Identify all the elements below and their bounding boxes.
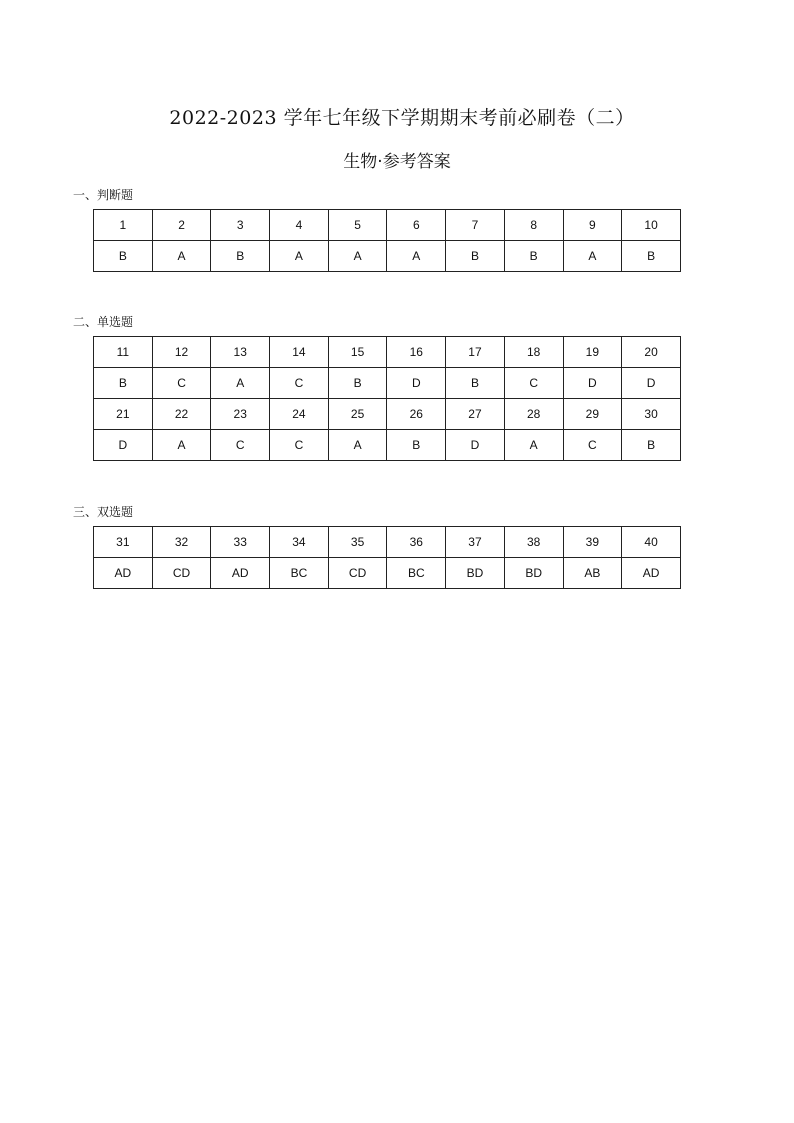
answer-cell: BC [387,558,446,589]
answer-row [94,368,681,399]
question-number-cell: 19 [563,337,622,368]
question-number-cell: 2 [152,210,211,241]
answer-cell: A [387,241,446,272]
question-number-cell: 3 [211,210,270,241]
question-number-cell: 10 [622,210,681,241]
question-number-cell: 36 [387,527,446,558]
answer-cell: A [328,430,387,461]
question-number-cell: 20 [622,337,681,368]
answer-cell: C [504,368,563,399]
question-number-cell: 28 [504,399,563,430]
answer-cell: D [563,368,622,399]
question-number-cell: 34 [270,527,329,558]
answer-cell: B [211,241,270,272]
question-number-cell: 12 [152,337,211,368]
question-number-cell: 21 [94,399,153,430]
answer-cell: B [387,430,446,461]
answer-cell: BC [270,558,329,589]
question-number-cell: 39 [563,527,622,558]
question-number-cell: 1 [94,210,153,241]
question-number-cell: 25 [328,399,387,430]
answer-cell: B [94,368,153,399]
section-label-single-choice: 二、单选题 [73,315,134,329]
question-number-cell: 22 [152,399,211,430]
answer-cell: AD [211,558,270,589]
answer-cell: A [152,241,211,272]
answer-cell: B [328,368,387,399]
question-number-cell: 14 [270,337,329,368]
answer-table-double-choice [93,526,681,589]
question-number-cell: 9 [563,210,622,241]
answer-cell: AD [94,558,153,589]
question-number-cell: 37 [446,527,505,558]
page-subtitle: 生物·参考答案 [343,152,451,172]
page-title: 2022-2023 学年七年级下学期期末考前必刷卷（二） [169,107,635,129]
answer-cell: A [211,368,270,399]
question-number-cell: 35 [328,527,387,558]
answer-cell: C [270,430,329,461]
answer-table-single-choice [93,336,681,461]
question-number-cell: 27 [446,399,505,430]
answer-cell: B [446,368,505,399]
answer-cell: AD [622,558,681,589]
answer-cell: A [152,430,211,461]
answer-cell: D [622,368,681,399]
question-number-cell: 4 [270,210,329,241]
question-number-cell: 18 [504,337,563,368]
answer-table-judgement [93,209,681,272]
answer-cell: CD [152,558,211,589]
answer-cell: B [622,241,681,272]
answer-cell: A [563,241,622,272]
question-number-cell: 16 [387,337,446,368]
answer-cell: A [270,241,329,272]
answer-cell: B [94,241,153,272]
question-number-cell: 26 [387,399,446,430]
question-number-cell: 13 [211,337,270,368]
answer-cell: C [152,368,211,399]
question-number-row [94,527,681,558]
question-number-cell: 32 [152,527,211,558]
question-number-cell: 11 [94,337,153,368]
answer-cell: C [211,430,270,461]
answer-cell: BD [446,558,505,589]
question-number-cell: 15 [328,337,387,368]
question-number-cell: 33 [211,527,270,558]
question-number-cell: 30 [622,399,681,430]
answer-cell: C [563,430,622,461]
answer-row [94,430,681,461]
question-number-row [94,337,681,368]
answer-cell: B [504,241,563,272]
question-number-cell: 5 [328,210,387,241]
question-number-cell: 24 [270,399,329,430]
question-number-row [94,399,681,430]
question-number-cell: 29 [563,399,622,430]
question-number-cell: 17 [446,337,505,368]
section-label-double-choice: 三、双选题 [73,505,134,519]
answer-cell: B [622,430,681,461]
answer-cell: AB [563,558,622,589]
answer-row [94,241,681,272]
question-number-cell: 31 [94,527,153,558]
answer-cell: C [270,368,329,399]
answer-cell: CD [328,558,387,589]
question-number-cell: 40 [622,527,681,558]
answer-cell: D [94,430,153,461]
answer-cell: D [446,430,505,461]
answer-cell: A [328,241,387,272]
question-number-cell: 7 [446,210,505,241]
question-number-cell: 38 [504,527,563,558]
question-number-row [94,210,681,241]
question-number-cell: 6 [387,210,446,241]
question-number-cell: 23 [211,399,270,430]
answer-cell: D [387,368,446,399]
answer-cell: A [504,430,563,461]
answer-row [94,558,681,589]
answer-cell: BD [504,558,563,589]
section-label-judgement: 一、判断题 [73,188,134,202]
question-number-cell: 8 [504,210,563,241]
answer-cell: B [446,241,505,272]
